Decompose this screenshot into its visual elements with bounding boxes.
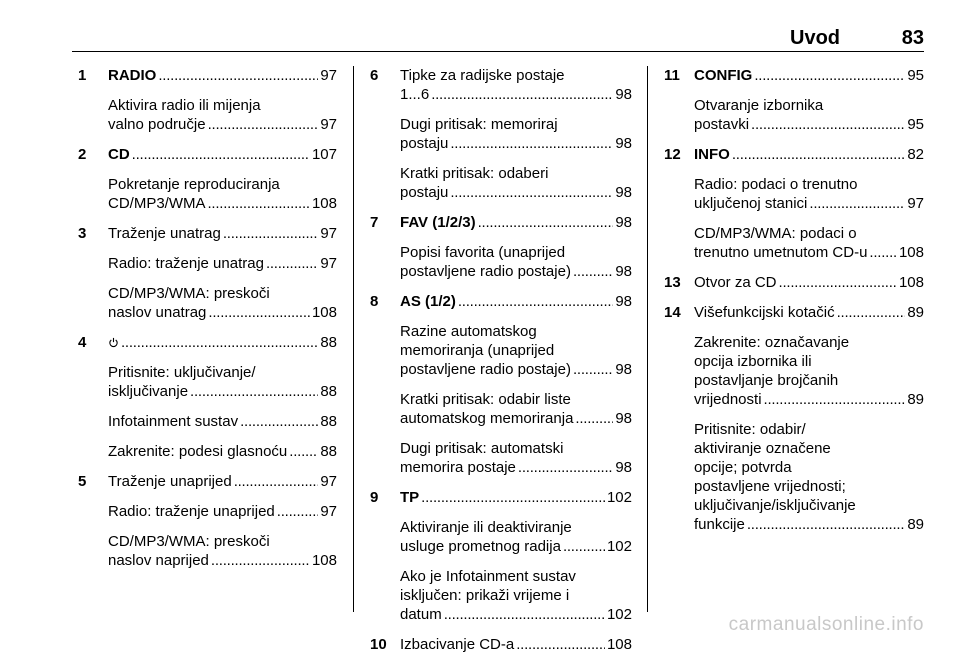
item-text: funkcije [694, 516, 745, 533]
item-text: vrijednosti [694, 391, 762, 408]
dot-leader [234, 472, 319, 491]
dot-leader [573, 360, 613, 379]
page-ref: 89 [907, 304, 924, 321]
item-number: 10 [370, 636, 387, 653]
toc-subitem [664, 175, 924, 213]
page-ref: 88 [320, 334, 337, 351]
toc-subitem [664, 224, 924, 262]
page-ref: 108 [898, 274, 924, 291]
item-number: 13 [664, 274, 681, 291]
item-text: opcija izbornika ili [694, 353, 812, 370]
toc-item [370, 292, 632, 311]
item-text: naslov naprijed [108, 552, 209, 569]
item-text: isključen: prikaži vrijeme i [400, 587, 570, 604]
page-ref: 88 [320, 443, 337, 460]
page-ref: 98 [615, 293, 632, 310]
page-ref: 108 [311, 552, 337, 569]
toc-subitem [78, 502, 337, 521]
dot-leader [266, 254, 318, 273]
item-text: CD/MP3/WMA [108, 195, 206, 212]
dot-leader [208, 115, 319, 134]
item-number: 7 [370, 214, 379, 231]
item-text: postavljene radio postaje) [400, 361, 571, 378]
item-text: Traženje unatrag [108, 225, 221, 242]
item-text: Izbacivanje CD-a [400, 636, 515, 653]
item-text: Razine automatskog [400, 323, 537, 340]
toc-subitem [370, 518, 632, 556]
dot-leader [563, 537, 605, 556]
power-icon [108, 333, 119, 352]
toc-subitem [370, 115, 632, 153]
item-text: postavljanje brojčanih [694, 372, 839, 389]
column-divider [647, 66, 648, 612]
item-label: TP [400, 489, 420, 506]
dot-leader [751, 115, 905, 134]
item-text: uključivanje/isključivanje [694, 497, 856, 514]
page-ref: 98 [615, 361, 632, 378]
toc-subitem [664, 420, 924, 534]
page-ref: 98 [615, 184, 632, 201]
toc-item [370, 635, 632, 654]
item-text: memorira postaje [400, 459, 516, 476]
item-text: CD/MP3/WMA: podaci o [694, 225, 857, 242]
item-text: Dugi pritisak: automatski [400, 440, 564, 457]
item-number: 14 [664, 304, 681, 321]
item-text: valno područje [108, 116, 206, 133]
item-label: AS (1/2) [400, 293, 456, 310]
item-text: Zakrenite: označavanje [694, 334, 850, 351]
dot-leader [809, 194, 905, 213]
item-text: usluge prometnog radija [400, 538, 561, 555]
item-text: uključenoj stanici [694, 195, 808, 212]
page-ref: 97 [320, 255, 337, 272]
toc-item [370, 213, 632, 232]
dot-leader [747, 515, 905, 534]
item-text: Pritisnite: uključivanje/ [108, 364, 256, 381]
item-text: Otvaranje izbornika [694, 97, 824, 114]
item-text: aktiviranje označene [694, 440, 831, 457]
page-ref: 97 [320, 116, 337, 133]
toc-item [664, 145, 924, 164]
page-ref: 98 [615, 86, 632, 103]
dot-leader [732, 145, 905, 164]
item-number: 5 [78, 473, 87, 490]
item-text: opcije; potvrda [694, 459, 792, 476]
dot-leader [121, 333, 318, 352]
page-ref: 97 [320, 67, 337, 84]
item-text: Popisi favorita (unaprijed [400, 244, 566, 261]
toc-subitem [370, 322, 632, 379]
page-ref: 88 [320, 413, 337, 430]
dot-leader [208, 194, 310, 213]
header-rule [72, 51, 924, 52]
toc-column-2 [370, 66, 632, 665]
page-ref: 95 [907, 67, 924, 84]
item-text: datum [400, 606, 442, 623]
toc-subitem [78, 412, 337, 431]
page-ref: 102 [606, 489, 632, 506]
dot-leader [158, 66, 318, 85]
item-text: automatskog memoriranja [400, 410, 574, 427]
dot-leader [837, 303, 906, 322]
page-ref: 97 [320, 473, 337, 490]
dot-leader [450, 134, 613, 153]
toc-subitem [370, 439, 632, 477]
toc-item [664, 66, 924, 85]
dot-leader [779, 273, 897, 292]
toc-column-1 [78, 66, 337, 581]
page-ref: 82 [907, 146, 924, 163]
item-text: Infotainment sustav [108, 413, 239, 430]
toc-item [664, 303, 924, 322]
toc-subitem [78, 175, 337, 213]
item-text: Ako je Infotainment sustav [400, 568, 576, 585]
dot-leader [573, 262, 613, 281]
page-ref: 98 [615, 459, 632, 476]
dot-leader [450, 183, 613, 202]
toc-subitem [370, 390, 632, 428]
page-ref: 102 [606, 538, 632, 555]
dot-leader [869, 243, 897, 262]
item-label: CD [108, 146, 130, 163]
item-number: 9 [370, 489, 379, 506]
item-text: isključivanje [108, 383, 189, 400]
item-text: postavljene radio postaje) [400, 263, 571, 280]
item-number: 8 [370, 293, 379, 310]
toc-item [78, 472, 337, 491]
dot-leader [240, 412, 318, 431]
toc-item [664, 273, 924, 292]
header-title: Uvod [790, 27, 840, 49]
dot-leader [764, 390, 906, 409]
toc-subitem [78, 254, 337, 273]
item-text: Traženje unaprijed [108, 473, 232, 490]
page-ref: 89 [907, 391, 924, 408]
item-text: Dugi pritisak: memoriraj [400, 116, 558, 133]
dot-leader [431, 85, 613, 104]
item-text: CD/MP3/WMA: preskoči [108, 533, 270, 550]
toc-subitem [78, 363, 337, 401]
item-number: 4 [78, 334, 87, 351]
dot-leader [223, 224, 318, 243]
page-ref: 98 [615, 263, 632, 280]
dot-leader [754, 66, 905, 85]
toc-item [78, 333, 337, 352]
item-text: Višefunkcijski kotačić [694, 304, 835, 321]
page-ref: 108 [311, 304, 337, 321]
dot-leader [289, 442, 318, 461]
dot-leader [190, 382, 318, 401]
dot-leader [478, 213, 614, 232]
dot-leader [208, 303, 310, 322]
item-text: Aktiviranje ili deaktiviranje [400, 519, 572, 536]
dot-leader [421, 488, 605, 507]
item-label: RADIO [108, 67, 157, 84]
page-number: 83 [901, 27, 924, 49]
item-text: Kratki pritisak: odabir liste [400, 391, 571, 408]
toc-subitem [78, 532, 337, 570]
item-number: 6 [370, 67, 379, 84]
page-ref: 97 [320, 225, 337, 242]
page-ref: 97 [907, 195, 924, 212]
toc-subitem [370, 243, 632, 281]
watermark: carmanualsonline.info [728, 614, 924, 635]
item-number: 2 [78, 146, 87, 163]
item-text: Radio: traženje unatrag [108, 255, 264, 272]
toc-column-3 [664, 66, 924, 545]
item-text: Tipke za radijske postaje [400, 67, 565, 84]
page-ref: 97 [320, 503, 337, 520]
page-ref: 88 [320, 383, 337, 400]
item-text: Radio: traženje unaprijed [108, 503, 275, 520]
toc-subitem [78, 442, 337, 461]
item-text: naslov unatrag [108, 304, 207, 321]
item-text: Aktivira radio ili mijenja [108, 97, 261, 114]
toc-subitem [78, 284, 337, 322]
dot-leader [518, 458, 613, 477]
page-ref: 108 [311, 195, 337, 212]
item-text: Kratki pritisak: odaberi [400, 165, 549, 182]
item-number: 11 [664, 67, 680, 84]
item-text: Zakrenite: podesi glasnoću [108, 443, 288, 460]
toc-item [78, 66, 337, 85]
dot-leader [211, 551, 310, 570]
dot-leader [458, 292, 613, 311]
item-text: postavljene vrijednosti; [694, 478, 846, 495]
item-number: 3 [78, 225, 87, 242]
page-ref: 98 [615, 214, 632, 231]
toc-item [78, 145, 337, 164]
item-text: postavki [694, 116, 750, 133]
item-label: FAV (1/2/3) [400, 214, 476, 231]
toc-item [370, 66, 632, 104]
dot-leader [516, 635, 605, 654]
item-text: Otvor za CD [694, 274, 777, 291]
item-text: memoriranja (unaprijed [400, 342, 555, 359]
page-ref: 107 [311, 146, 337, 163]
page-ref: 98 [615, 135, 632, 152]
item-number: 1 [78, 67, 87, 84]
toc-subitem [370, 164, 632, 202]
item-text: Pritisnite: odabir/ [694, 421, 806, 438]
item-label: CONFIG [694, 67, 753, 84]
toc-item [370, 488, 632, 507]
toc-subitem [78, 96, 337, 134]
dot-leader [132, 145, 310, 164]
toc-item [78, 224, 337, 243]
page-ref: 108 [606, 636, 632, 653]
dot-leader [277, 502, 319, 521]
item-text: 1...6 [400, 86, 430, 103]
page-ref: 102 [606, 606, 632, 623]
dot-leader [444, 605, 605, 624]
toc-subitem [664, 96, 924, 134]
column-divider [353, 66, 354, 612]
item-text: postaju [400, 184, 449, 201]
item-text: postaju [400, 135, 449, 152]
item-text: CD/MP3/WMA: preskoči [108, 285, 270, 302]
dot-leader [575, 409, 613, 428]
item-text: Radio: podaci o trenutno [694, 176, 858, 193]
page-ref: 89 [907, 516, 924, 533]
item-text: trenutno umetnutom CD-u [694, 244, 868, 261]
page-ref: 98 [615, 410, 632, 427]
item-number: 12 [664, 146, 681, 163]
item-text: Pokretanje reproduciranja [108, 176, 280, 193]
page-ref: 95 [907, 116, 924, 133]
toc-subitem [370, 567, 632, 624]
page-ref: 108 [898, 244, 924, 261]
item-label: INFO [694, 146, 730, 163]
toc-subitem [664, 333, 924, 409]
